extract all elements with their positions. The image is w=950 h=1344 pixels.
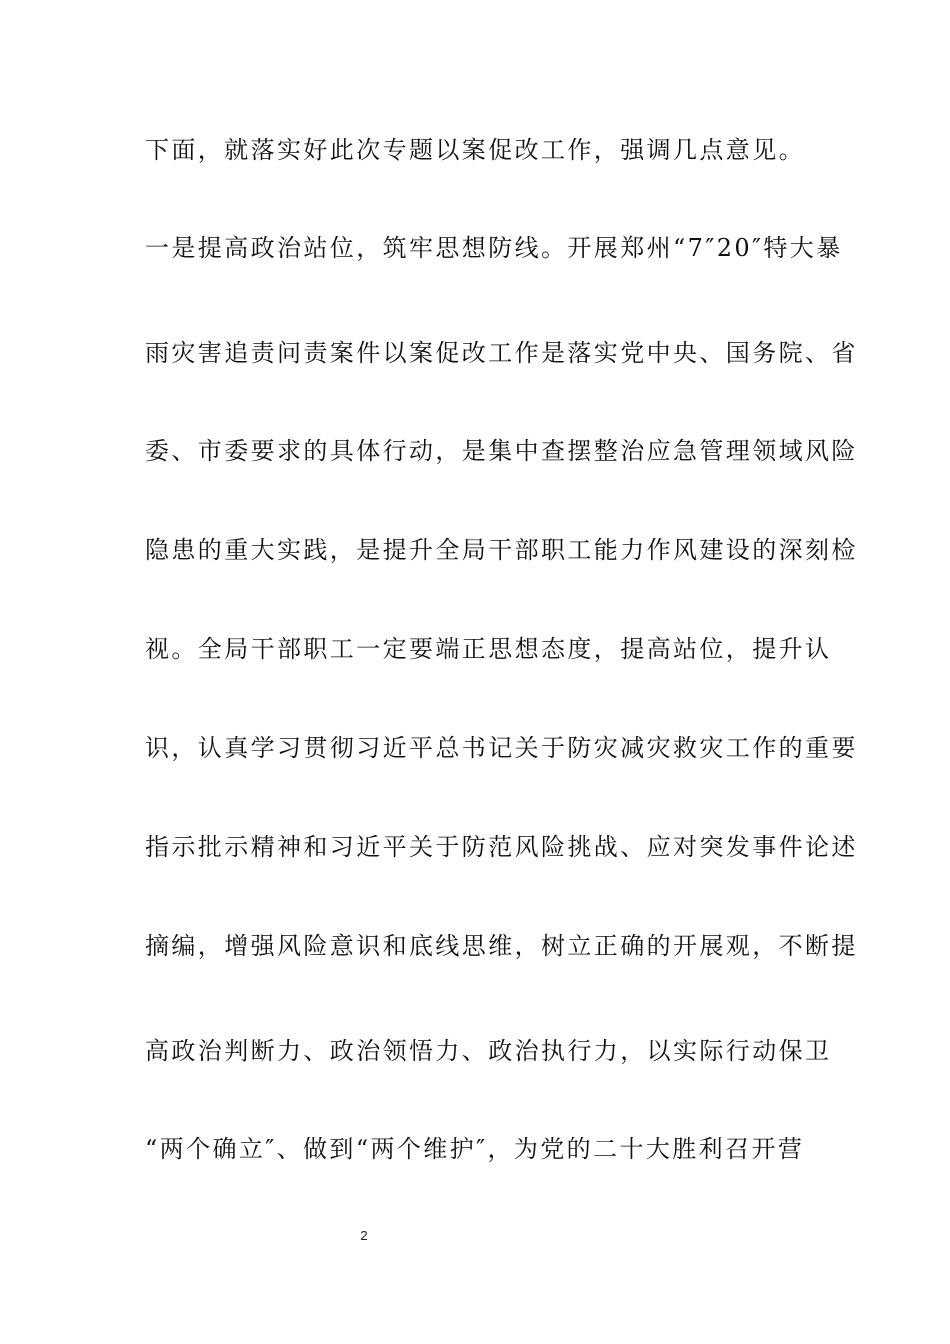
body-text-line: 隐患的重大实践，是提升全局干部职工能力作风建设的深刻检 (145, 536, 858, 564)
body-text-line: 一是提高政治站位，筑牢思想防线。开展郑州“7″20″特大暴 (145, 234, 843, 262)
body-text-line: 高政治判断力、政治领悟力、政治执行力，以实际行动保卫 (145, 1037, 832, 1065)
body-text-line: 雨灾害追责问责案件以案促改工作是落实党中央、国务院、省 (145, 339, 858, 367)
body-text-line: 下面，就落实好此次专题以案促改工作，强调几点意见。 (145, 136, 805, 164)
body-text-line: 指示批示精神和习近平关于防范风险挑战、应对突发事件论述 (145, 833, 858, 861)
body-text-line: 摘编，增强风险意识和底线思维，树立正确的开展观，不断提 (145, 932, 858, 960)
body-text-line: “两个确立″、做到“两个维护″，为党的二十大胜利召开营 (145, 1135, 805, 1163)
body-text-line: 识，认真学习贯彻习近平总书记关于防灾减灾救灾工作的重要 (145, 734, 858, 762)
body-text-line: 委、市委要求的具体行动，是集中查摆整治应急管理领域风险 (145, 437, 858, 465)
page-number: 2 (360, 1228, 368, 1243)
body-text-line: 视。全局干部职工一定要端正思想态度，提高站位，提升认 (145, 635, 832, 663)
